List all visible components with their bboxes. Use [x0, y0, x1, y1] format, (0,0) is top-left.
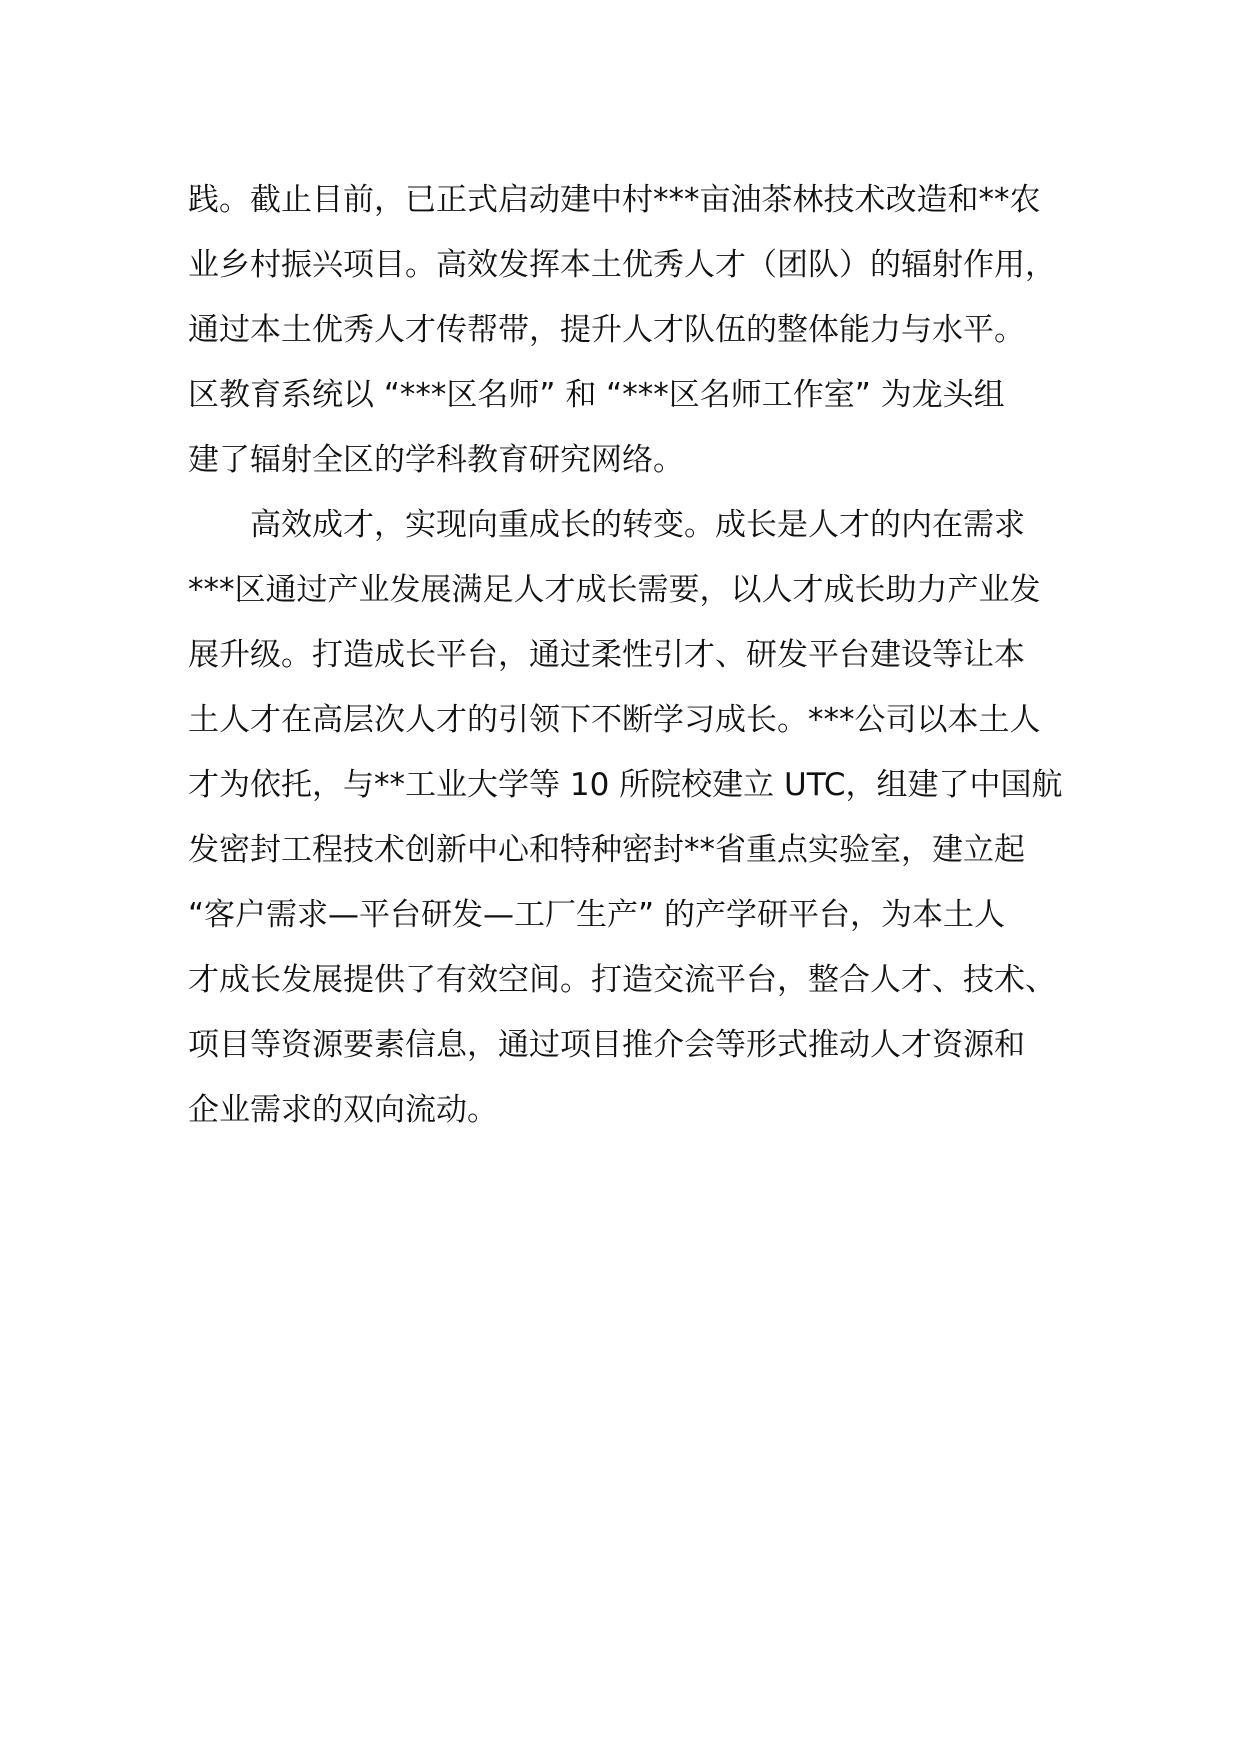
text-line-14: 项目等资源要素信息，通过项目推介会等形式推动人才资源和 [188, 1027, 1025, 1063]
text-line-9: 土人才在高层次人才的引领下不断学习成长。***公司以本土人 [188, 702, 1041, 738]
body-text [188, 168, 1068, 1143]
text-line-1: 践。截止目前，已正式启动建中村***亩油茶林技术改造和**农 [188, 182, 1041, 218]
text-line-12: “客户需求—平台研发—工厂生产” 的产学研平台，为本土人 [188, 897, 1005, 933]
text-line-4: 区教育系统以 “***区名师” 和 “***区名师工作室” 为龙头组 [188, 377, 1005, 413]
text-line-7: ***区通过产业发展满足人才成长需要，以人才成长助力产业发 [188, 572, 1041, 608]
text-line-8: 展升级。打造成长平台，通过柔性引才、研发平台建设等让本 [188, 637, 1025, 673]
text-line-10: 才为依托，与**工业大学等 10 所院校建立 UTC，组建了中国航 [188, 767, 1063, 803]
text-line-15: 企业需求的双向流动。 [188, 1092, 498, 1128]
text-line-2: 业乡村振兴项目。高效发挥本土优秀人才（团队）的辐射作用， [188, 247, 1056, 283]
text-line-13: 才成长发展提供了有效空间。打造交流平台，整合人才、技术、 [188, 962, 1056, 998]
text-line-11: 发密封工程技术创新中心和特种密封**省重点实验室，建立起 [188, 832, 1025, 868]
text-line-5: 建了辐射全区的学科教育研究网络。 [188, 442, 684, 478]
text-line-3: 通过本土优秀人才传帮带，提升人才队伍的整体能力与水平。 [188, 312, 1025, 348]
paragraph-start-line: 高效成才，实现向重成长的转变。成长是人才的内在需求 [250, 507, 1025, 543]
